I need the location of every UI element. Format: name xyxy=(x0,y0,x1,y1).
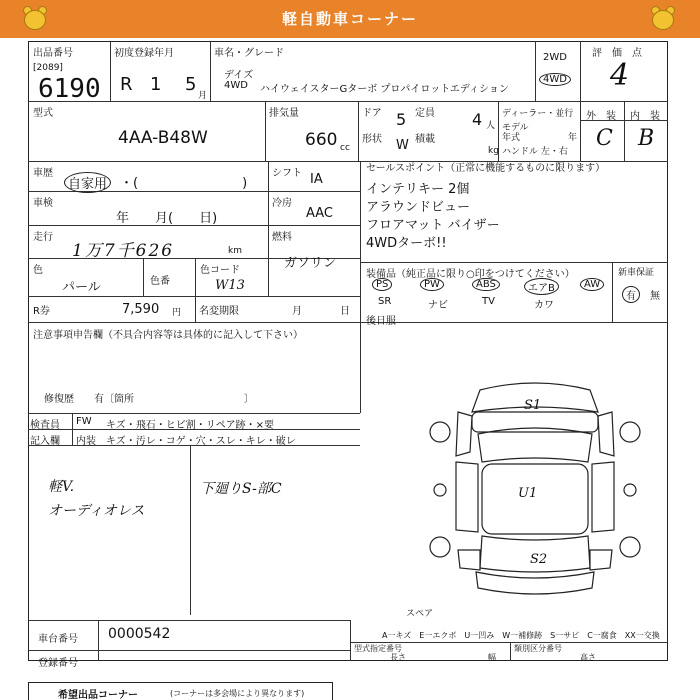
meigi-day: 日 xyxy=(340,306,350,317)
equip-tv: TV xyxy=(482,296,495,307)
spare-label: スペア xyxy=(406,609,434,619)
first-reg-month-unit: 月 xyxy=(198,91,208,101)
ac-label: 冷房 xyxy=(272,198,292,209)
displacement-unit: cc xyxy=(340,143,350,153)
car-name-label: 車名・グレード xyxy=(214,48,284,59)
checker-fw: FW xyxy=(76,416,92,427)
recycle-value: 7,590 xyxy=(122,302,160,317)
warranty-no: 無 xyxy=(650,291,660,302)
notes-label: 注意事項申告欄（不具合内容等は具体的に記入して下さい） xyxy=(33,330,303,341)
first-reg-year: 1 xyxy=(150,74,162,95)
newcar-warranty-label: 新車保証 xyxy=(618,268,655,278)
warranty-yes-circled: 有 xyxy=(622,286,640,303)
meigi-label: 名変期限 xyxy=(199,306,239,317)
history-rest: ・( ) xyxy=(120,176,248,191)
recycle-label: R券 xyxy=(33,306,50,317)
checker-items: キズ・飛石・ヒビ割・リペア跡・×要 xyxy=(106,420,274,431)
year-label: 年式 xyxy=(502,133,521,143)
sales-points-label: セールスポイント（正常に機能するものに限ります） xyxy=(366,163,606,174)
registration-label: 登録番号 xyxy=(38,658,78,669)
inspection-date: 年 月( 日) xyxy=(116,211,218,226)
capacity-label: 定員 xyxy=(415,108,435,119)
handle-label: ハンドル 左・右 xyxy=(502,147,568,157)
equip-leather: カワ xyxy=(534,300,554,311)
color-code-label: 色コード xyxy=(200,265,240,276)
color-code: W13 xyxy=(215,278,245,293)
color-label: 色 xyxy=(33,265,43,276)
lot-label: 出品番号 xyxy=(33,48,73,59)
katashiki-value: 4AA-B48W xyxy=(118,128,208,148)
capacity-value: 4 xyxy=(472,110,483,129)
score-label: 評 価 点 xyxy=(592,48,642,59)
equip-ps-circled: PS xyxy=(372,278,392,291)
shift-label: シフト xyxy=(272,168,302,179)
bear-mascot-icon xyxy=(648,4,678,34)
displacement-value: 660 xyxy=(305,130,338,150)
exterior-grade: C xyxy=(596,126,613,151)
model-label: モデル xyxy=(502,123,529,133)
capacity-unit: 人 xyxy=(486,121,496,131)
handwritten-note-1: 軽V. xyxy=(48,479,75,495)
fuel-value: ガソリン xyxy=(284,256,337,271)
car-model: デイズ xyxy=(224,70,254,81)
doors-value: 5 xyxy=(396,110,407,129)
class-number-label: 類別区分番号 xyxy=(514,644,562,653)
checker-label: 検査員 xyxy=(30,420,60,431)
recycle-unit: 円 xyxy=(172,308,182,318)
damage-mark-u1: U1 xyxy=(518,486,538,501)
mileage-label: 走行 xyxy=(33,232,53,243)
sales-point-4: 4WDターボ!! xyxy=(366,236,447,251)
equip-airbag-circled: エアB xyxy=(524,278,559,295)
rear-label: 後日服 xyxy=(366,316,396,327)
lot-number: 6190 xyxy=(38,74,101,104)
writer-interior: 内装 xyxy=(76,436,96,447)
ac-value: AAC xyxy=(306,206,333,221)
color-no-label: 色番 xyxy=(150,276,170,287)
handwritten-note-right: 下廻りS-部C xyxy=(200,481,282,497)
length-label: 長さ xyxy=(390,653,406,662)
damage-mark-s2: S2 xyxy=(530,552,548,567)
footer-title: 希望出品コーナー xyxy=(58,690,138,700)
first-reg-label: 初度登録年月 xyxy=(114,48,174,59)
car-grade: ハイウェイスターGターボ プロパイロットエディション xyxy=(260,84,509,95)
equip-abs-circled: ABS xyxy=(472,278,500,291)
page-title: 軽自動車コーナー xyxy=(281,10,418,28)
displacement-label: 排気量 xyxy=(269,108,299,119)
drive-2wd: 2WD xyxy=(543,52,567,63)
first-reg-era: R xyxy=(120,74,133,95)
bear-mascot-icon xyxy=(20,4,50,34)
repair-history: 修復歴 有〔箇所 〕 xyxy=(44,394,254,405)
history-label: 車歴 xyxy=(33,168,53,179)
load-unit: kg xyxy=(488,146,499,156)
color-value: パール xyxy=(62,280,101,295)
fuel-label: 燃料 xyxy=(272,232,292,243)
equip-navi: ナビ xyxy=(428,300,448,311)
handwritten-note-2: オーディオレス xyxy=(48,503,145,519)
damage-mark-s1: S1 xyxy=(524,398,542,413)
interior-grade: B xyxy=(638,126,655,151)
writer-items: キズ・汚レ・コゲ・穴・スレ・キレ・破レ xyxy=(106,436,296,447)
width-label: 幅 xyxy=(488,653,496,662)
writer-label: 記入欄 xyxy=(30,436,60,447)
year-unit: 年 xyxy=(568,133,578,143)
equip-aw-circled: AW xyxy=(580,278,604,291)
interior-label: 内 装 xyxy=(630,111,660,122)
chassis-label: 車台番号 xyxy=(38,634,78,645)
sales-point-1: インテリキー 2個 xyxy=(366,182,470,197)
chassis-number: 0000542 xyxy=(108,626,171,642)
meigi-month: 月 xyxy=(292,306,302,317)
model-designation-label: 型式指定番号 xyxy=(354,644,402,653)
drive-4wd-circled: 4WD xyxy=(539,73,571,86)
footer-note: (コーナーは多会場により異なります) xyxy=(170,689,305,698)
mileage-value: 1万7千626 xyxy=(72,241,175,261)
equip-sr: SR xyxy=(378,296,392,307)
height-label: 高さ xyxy=(580,653,596,662)
damage-legend: A一キズ E一エクボ U一凹み W一補修跡 S一サビ C一腐食 XX一交換 xyxy=(382,631,660,640)
equip-pw-circled: PW xyxy=(420,278,444,291)
mileage-unit: km xyxy=(228,246,242,256)
inspection-label: 車検 xyxy=(33,198,53,209)
shift-value: IA xyxy=(310,172,323,187)
doors-label: ドア xyxy=(362,108,382,119)
katashiki-label: 型式 xyxy=(33,108,53,119)
first-reg-month: 5 xyxy=(185,74,197,95)
shape-label: 形状 xyxy=(362,134,382,145)
lot-sub: [2089] xyxy=(33,63,63,73)
exterior-label: 外 装 xyxy=(586,111,616,122)
equipment-label: 装備品（純正品に限り○印をつけてください） xyxy=(366,269,575,280)
sales-point-2: アラウンドビュー xyxy=(366,200,471,215)
dealer-label: ディーラー・並行 xyxy=(502,109,574,119)
shape-value: W xyxy=(396,138,409,153)
load-label: 積載 xyxy=(415,134,435,145)
score-value: 4 xyxy=(610,58,630,93)
car-drive: 4WD xyxy=(224,80,248,91)
history-value-circled: 自家用 xyxy=(64,172,111,193)
sales-point-3: フロアマット バイザー xyxy=(366,218,500,233)
